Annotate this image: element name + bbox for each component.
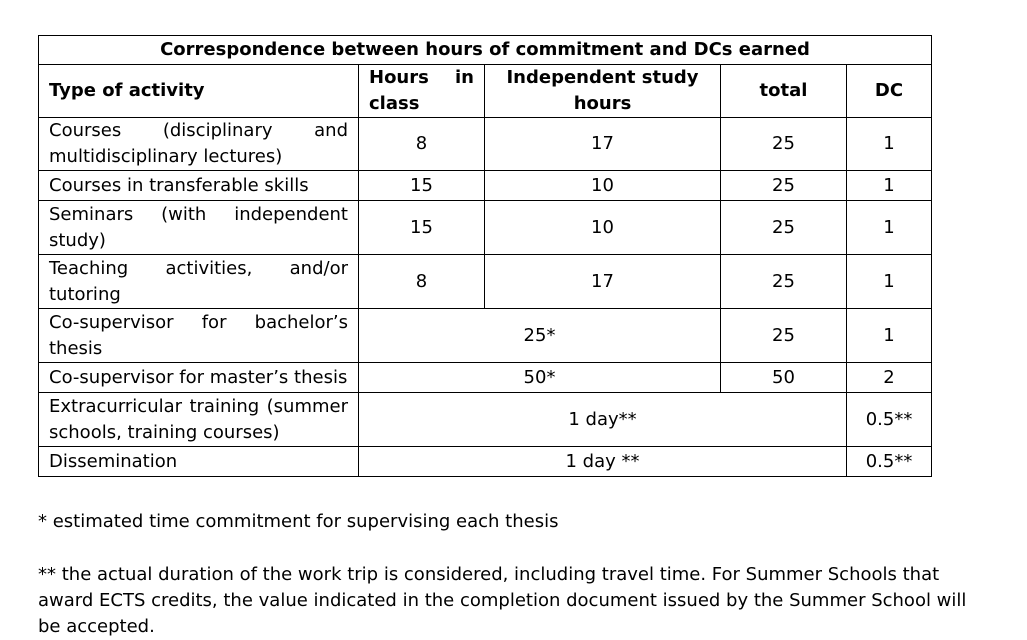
table-row bbox=[39, 118, 932, 171]
dc-cell: 1 bbox=[847, 309, 932, 363]
table-header-row bbox=[39, 65, 932, 118]
table-row bbox=[39, 171, 932, 201]
footnote-single-asterisk: * estimated time commitment for supervising each thesis bbox=[38, 511, 559, 532]
header-activity: Type of activity bbox=[39, 65, 359, 118]
dc-correspondence-table bbox=[38, 35, 932, 477]
total-cell: 25 bbox=[721, 171, 847, 201]
hours-in-class-cell: 15 bbox=[359, 201, 485, 255]
total-cell: 50 bbox=[721, 363, 847, 393]
table-caption: Correspondence between hours of commitment and DCs earned bbox=[39, 36, 932, 65]
header-hours-word: Hours bbox=[369, 67, 429, 88]
dc-cell: 1 bbox=[847, 118, 932, 171]
merged-duration-cell: 1 day** bbox=[359, 393, 847, 447]
total-cell: 25 bbox=[721, 309, 847, 363]
activity-text-line1: Courses (disciplinary and bbox=[49, 120, 348, 141]
table-row bbox=[39, 393, 932, 447]
header-total: total bbox=[721, 65, 847, 118]
activity-cell: Dissemination bbox=[39, 447, 359, 477]
dc-cell: 0.5** bbox=[847, 393, 932, 447]
activity-cell bbox=[39, 393, 359, 447]
dc-cell: 1 bbox=[847, 171, 932, 201]
hours-in-class-cell: 8 bbox=[359, 255, 485, 309]
activity-text-line2: thesis bbox=[49, 337, 103, 359]
activity-cell bbox=[39, 255, 359, 309]
hours-in-class-cell: 8 bbox=[359, 118, 485, 171]
merged-hours-cell: 25* bbox=[359, 309, 721, 363]
dc-cell: 2 bbox=[847, 363, 932, 393]
independent-hours-cell: 10 bbox=[485, 171, 721, 201]
table-caption-row bbox=[39, 36, 932, 65]
dc-cell: 0.5** bbox=[847, 447, 932, 477]
total-cell: 25 bbox=[721, 255, 847, 309]
header-in-word: in bbox=[455, 67, 474, 88]
total-cell: 25 bbox=[721, 118, 847, 171]
activity-text-line1: Teaching activities, and/or bbox=[49, 257, 348, 279]
footnote-double-asterisk: ** the actual duration of the work trip is considered, including travel time. For Summer Schools that award ECTS credits, the value indicated in the completion document issued by the Summer School will be accepted. bbox=[38, 564, 967, 637]
activity-cell bbox=[39, 201, 359, 255]
activity-text-line1: Extracurricular training (summer bbox=[49, 395, 348, 417]
activity-text-line1: Seminars (with independent bbox=[49, 203, 348, 225]
hours-in-class-cell: 15 bbox=[359, 171, 485, 201]
activity-text-line2: tutoring bbox=[49, 283, 121, 305]
dc-cell: 1 bbox=[847, 201, 932, 255]
table-row bbox=[39, 447, 932, 477]
header-hours-in-class bbox=[359, 65, 485, 118]
merged-duration-cell: 1 day ** bbox=[359, 447, 847, 477]
table-row bbox=[39, 255, 932, 309]
activity-cell bbox=[39, 118, 359, 171]
header-independent-line2: hours bbox=[573, 93, 632, 114]
activity-text-line2: multidisciplinary lectures) bbox=[49, 146, 283, 167]
activity-text-line2: study) bbox=[49, 229, 106, 251]
table-row bbox=[39, 363, 932, 393]
independent-hours-cell: 10 bbox=[485, 201, 721, 255]
header-independent-line1: Independent study bbox=[506, 67, 699, 88]
merged-hours-cell: 50* bbox=[359, 363, 721, 393]
header-class-word: class bbox=[369, 93, 420, 114]
activity-cell: Co-supervisor for master’s thesis bbox=[39, 363, 359, 393]
header-independent-study bbox=[485, 65, 721, 118]
independent-hours-cell: 17 bbox=[485, 255, 721, 309]
total-cell: 25 bbox=[721, 201, 847, 255]
activity-cell bbox=[39, 309, 359, 363]
header-dc: DC bbox=[847, 65, 932, 118]
independent-hours-cell: 17 bbox=[485, 118, 721, 171]
dc-cell: 1 bbox=[847, 255, 932, 309]
activity-text-line2: schools, training courses) bbox=[49, 421, 280, 443]
table-row bbox=[39, 201, 932, 255]
table-row bbox=[39, 309, 932, 363]
activity-cell: Courses in transferable skills bbox=[39, 171, 359, 201]
activity-text-line1: Co-supervisor for bachelor’s bbox=[49, 311, 348, 333]
